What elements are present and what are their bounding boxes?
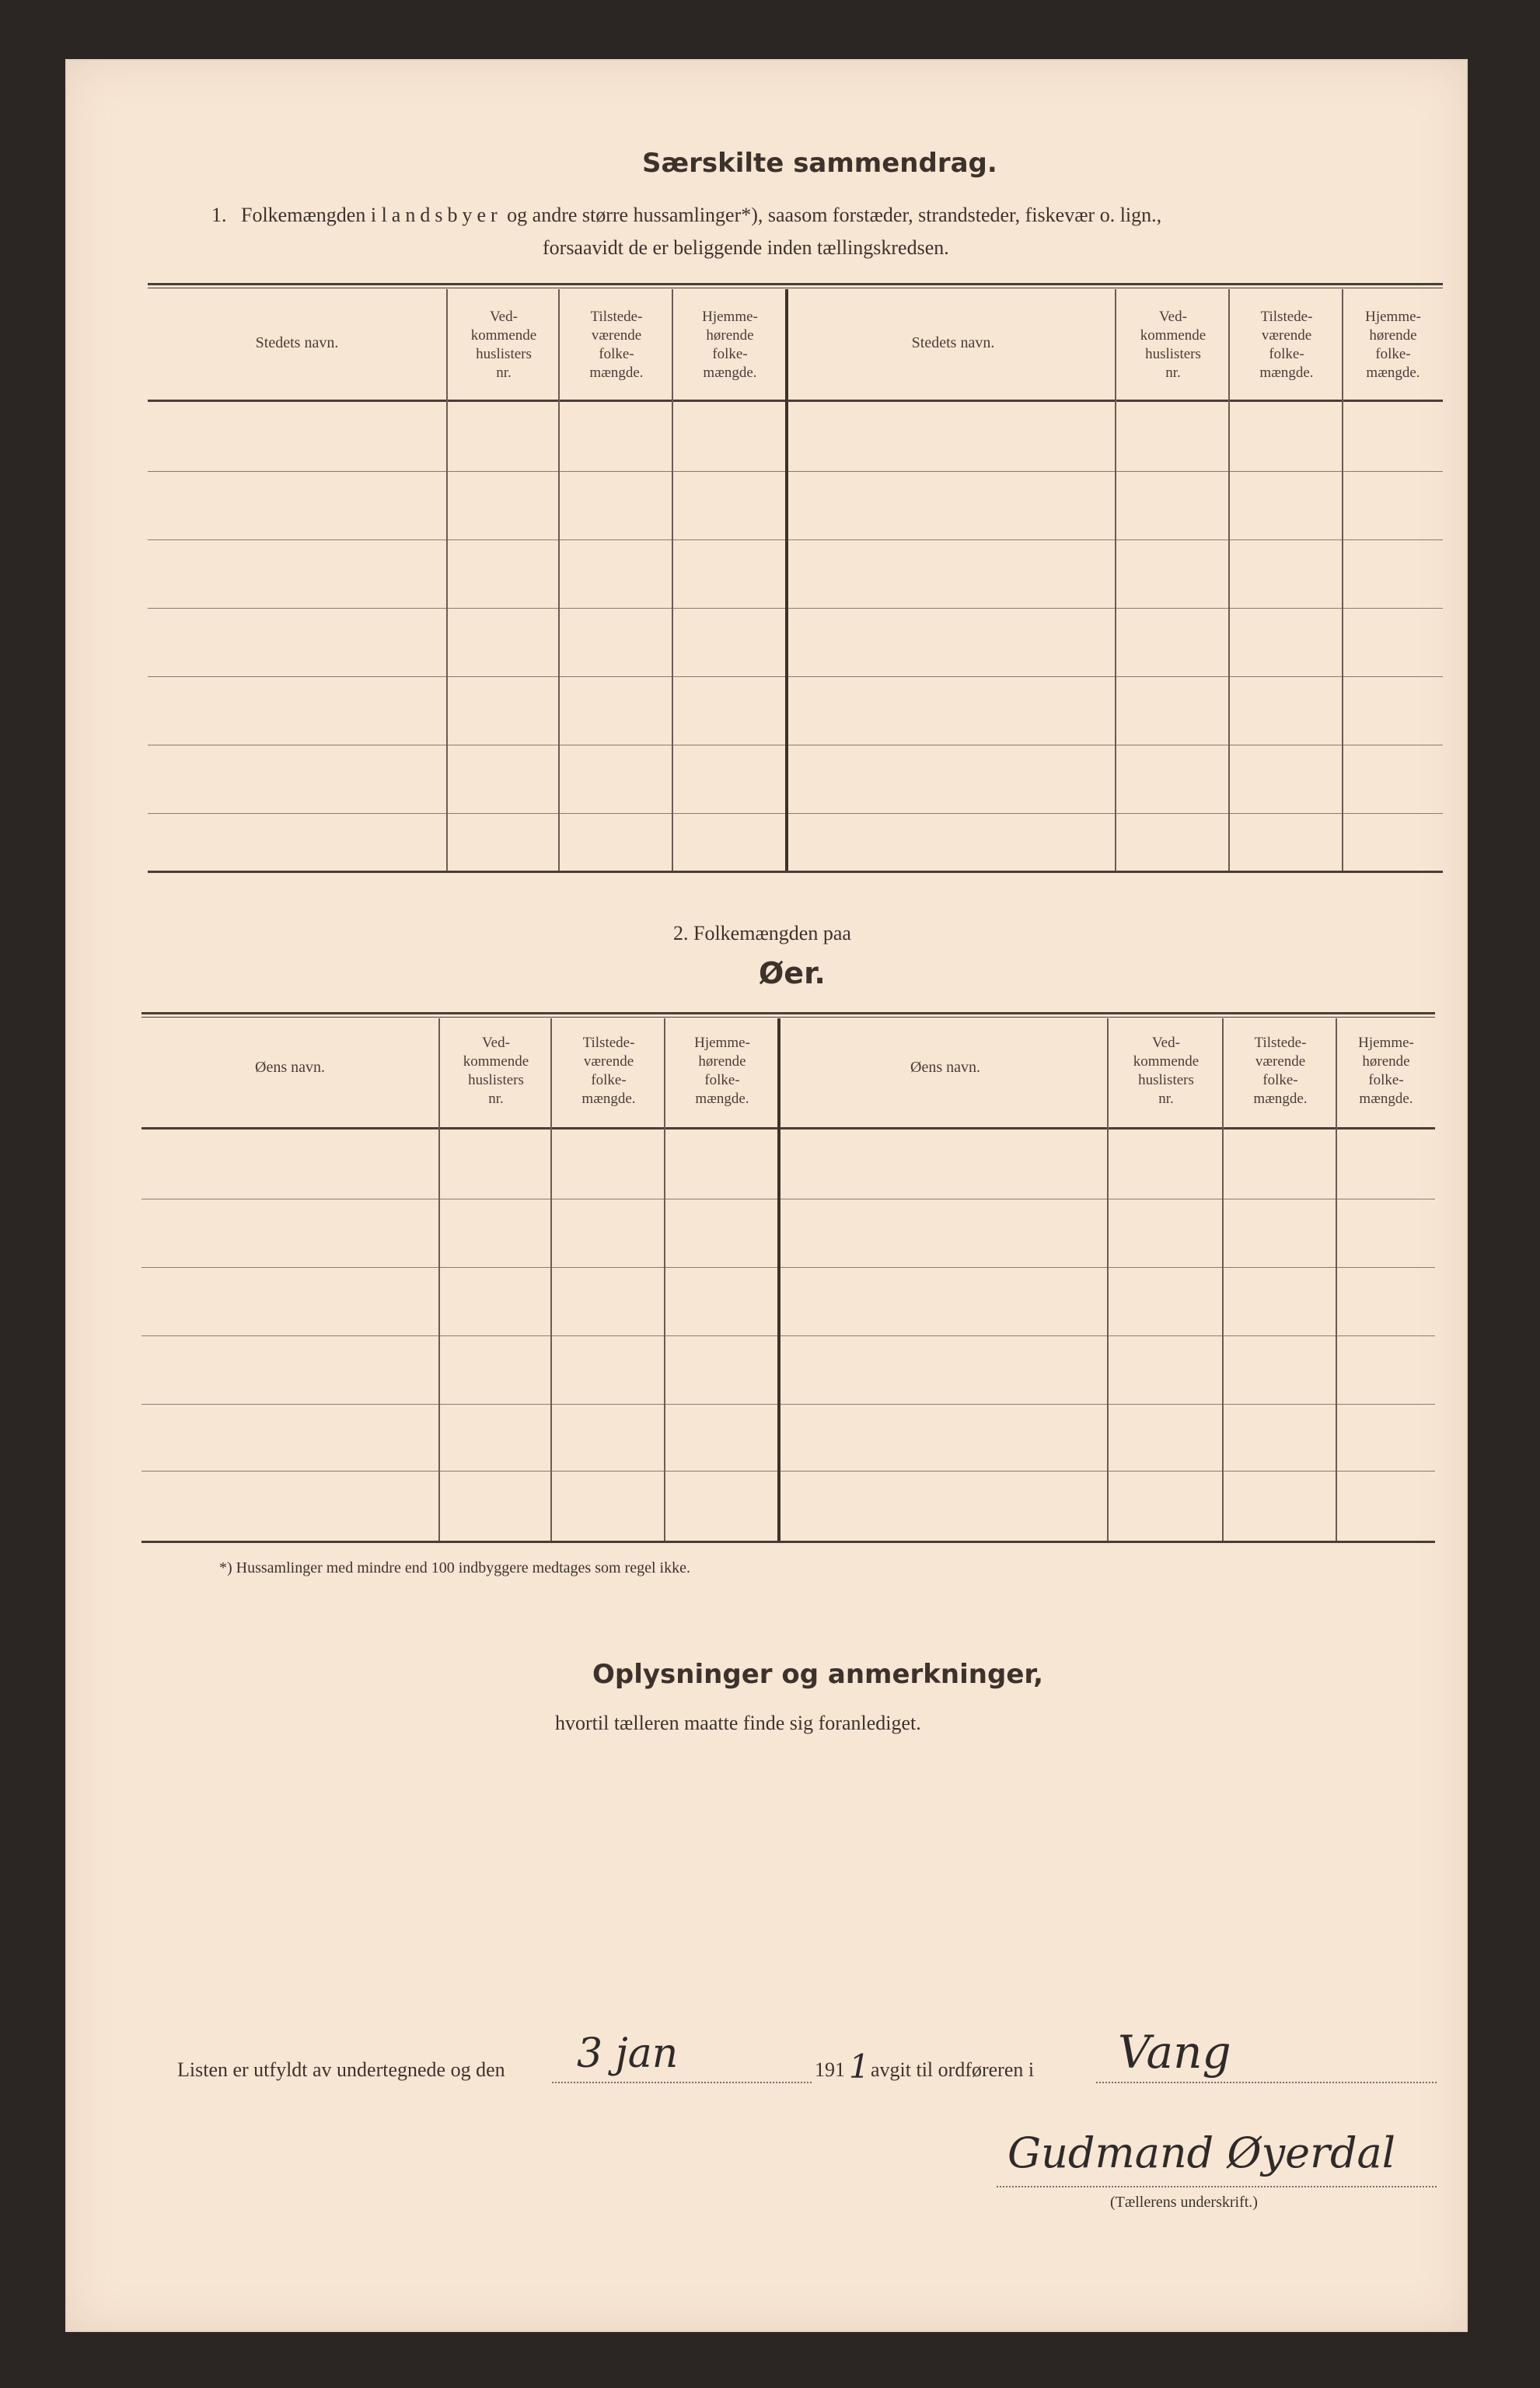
table1-left-hjem-header: Hjemme- hørende folke- mængde.	[702, 309, 758, 381]
table1-right-hjem-header: Hjemme- hørende folke- mængde.	[1365, 309, 1421, 381]
table1-top-rule	[148, 283, 1443, 285]
signature-line-text-2: avgit til ordføreren i	[871, 2058, 1035, 2081]
table1-col-divider	[1115, 289, 1116, 871]
section2-line1: 2. Folkemængden paa	[673, 922, 851, 944]
table1-col-divider	[1228, 289, 1230, 871]
table1-right-name-header: Stedets navn.	[911, 334, 995, 351]
table2-left-tilst-header: Tilstede- værende folke- mængde.	[581, 1035, 636, 1107]
section1-text-spaced: landsbyer	[381, 204, 502, 226]
section1-number: 1.	[211, 204, 227, 226]
table2-left-ved-header: Ved- kommende huslisters nr.	[463, 1035, 529, 1107]
enumerator-signature: Gudmand Øyerdal	[1007, 2128, 1395, 2177]
table2-row-line	[141, 1335, 1435, 1336]
signature-caption: (Tællerens underskrift.)	[1110, 2194, 1258, 2211]
table2-left-hjem-header: Hjemme- hørende folke- mængde.	[694, 1035, 750, 1107]
table1-left-tilst-header: Tilstede- værende folke- mængde.	[589, 309, 644, 381]
section1-title: Særskilte sammendrag.	[642, 148, 997, 179]
table2-col-divider	[1107, 1018, 1109, 1541]
table2-col-divider	[550, 1018, 552, 1541]
footnote: *) Hussamlinger med mindre end 100 indbyggere medtages som regel ikke.	[219, 1559, 690, 1576]
table2-row-line	[141, 1267, 1435, 1268]
table1-col-divider	[446, 289, 448, 871]
table2-right-hjem-header: Hjemme- hørende folke- mængde.	[1358, 1035, 1414, 1107]
table1-row-line	[148, 608, 1443, 609]
table2-right-ved-header: Ved- kommende huslisters nr.	[1133, 1035, 1200, 1107]
section1-text-post: og andre større hussamlinger*), saasom forstæder, strandsteder, fiskevær o. lign.,	[507, 204, 1162, 226]
table1-col-divider	[1342, 289, 1343, 871]
signature-dotted-line	[997, 2186, 1437, 2187]
table2-header-rule	[141, 1127, 1435, 1129]
date-dotted-line	[552, 2082, 812, 2083]
table2-right-tilst-header: Tilstede- værende folke- mængde.	[1253, 1035, 1308, 1107]
table1-right-tilst-header: Tilstede- værende folke- mængde.	[1259, 309, 1314, 381]
remarks-subtitle: hvortil tælleren maatte finde sig foranlediget.	[555, 1712, 921, 1734]
signature-line-text-1: Listen er utfyldt av undertegnede og den	[177, 2058, 505, 2081]
table1-row-line	[148, 813, 1443, 814]
place-dotted-line	[1096, 2082, 1437, 2083]
table2-right-name-header: Øens navn.	[910, 1059, 980, 1076]
table1-row-line	[148, 539, 1443, 540]
table2-col-divider	[438, 1018, 440, 1541]
table1-col-divider	[672, 289, 673, 871]
table1-row-line	[148, 471, 1443, 472]
document-page	[67, 61, 1466, 2330]
table1-left-name-header: Stedets navn.	[255, 334, 339, 351]
table2-row-line	[141, 1471, 1435, 1472]
section1-line2: forsaavidt de er beliggende inden tællingskredsen.	[543, 236, 949, 259]
year-handwritten: 1	[849, 2048, 870, 2086]
remarks-title: Oplysninger og anmerkninger,	[592, 1659, 1044, 1690]
table1-row-line	[148, 676, 1443, 677]
section1-line1	[211, 204, 1161, 227]
table2-center-divider	[777, 1018, 780, 1541]
year-prefix: 191	[815, 2058, 845, 2081]
table2-bottom-rule	[141, 1541, 1435, 1543]
table1-right-ved-header: Ved- kommende huslisters nr.	[1140, 309, 1207, 381]
place-handwritten: Vang	[1118, 2026, 1231, 2079]
table2-col-divider	[1336, 1018, 1337, 1541]
table2-top-rule	[141, 1012, 1435, 1014]
section2-title: Øer.	[759, 956, 826, 990]
table2-left-name-header: Øens navn.	[255, 1059, 325, 1076]
section1-text-pre: Folkemængden i	[241, 204, 377, 226]
table1-col-divider	[558, 289, 560, 871]
table1-left-ved-header: Ved- kommende huslisters nr.	[470, 309, 537, 381]
table2-row-line	[141, 1404, 1435, 1405]
table1-center-divider	[785, 289, 788, 871]
date-handwritten: 3 jan	[577, 2030, 679, 2077]
table2-col-divider	[1222, 1018, 1224, 1541]
table2-col-divider	[664, 1018, 665, 1541]
table1-bottom-rule	[148, 871, 1443, 873]
table1-header-rule	[148, 400, 1443, 402]
table2-top-rule-2	[141, 1017, 1435, 1018]
